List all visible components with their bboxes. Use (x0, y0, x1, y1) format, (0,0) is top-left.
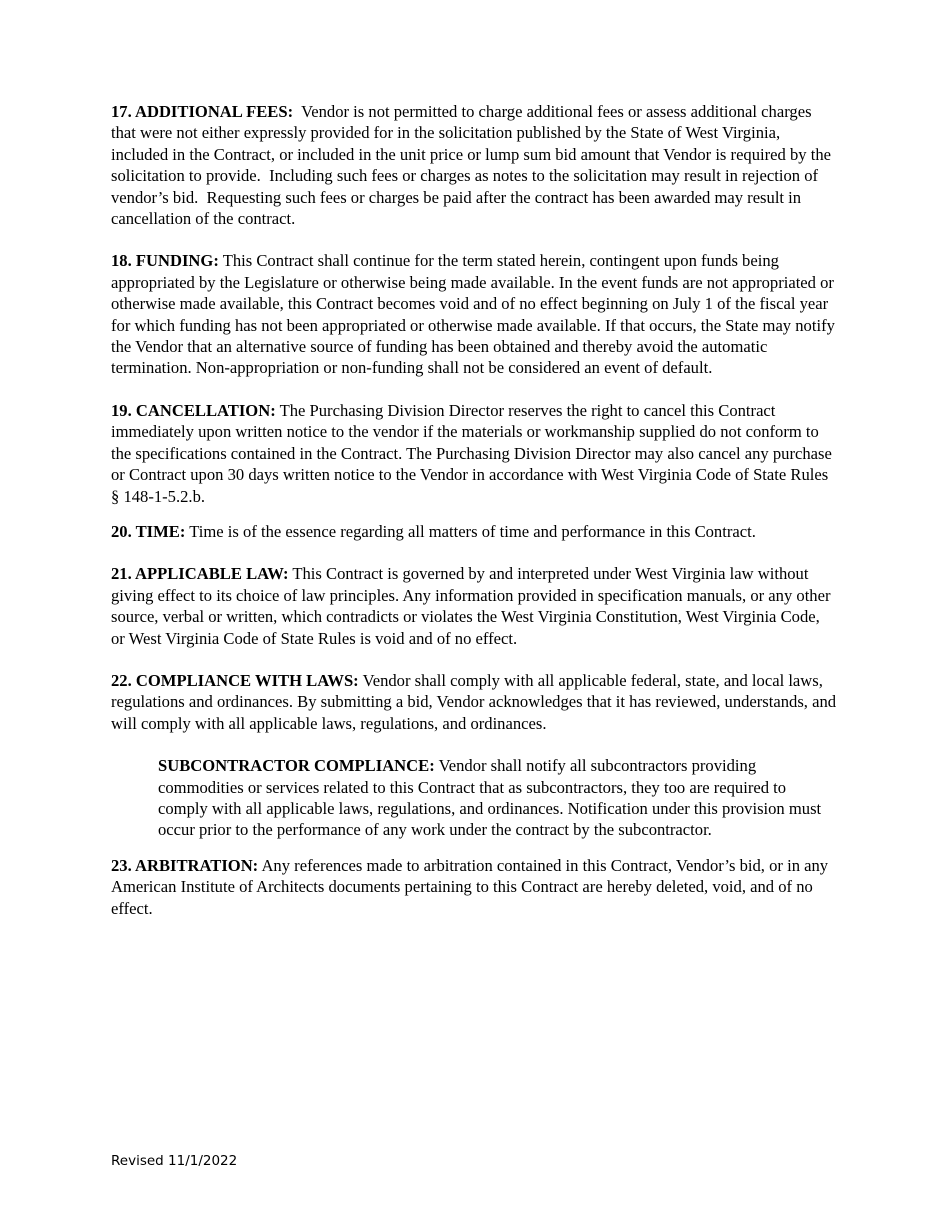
section-heading: 18. FUNDING: (111, 251, 219, 271)
section-applicable-law (111, 563, 837, 649)
section-body: Time is of the essence regarding all matters of time and performance in this Contract. (185, 521, 756, 541)
section-body: Any references made to arbitration contained in this Contract, Vendor’s bid, or in any American Institute of Architects documents pertaining to this Contract are hereby deleted, void, and of no effect. (111, 855, 829, 918)
section-body: The Purchasing Division Director reserves the right to cancel this Contract immediately upon written notice to the vendor if the materials or workmanship supplied do not conform to the specifications contained in the Contract. The Purchasing Division Director may also cancel any purchase or Contract upon 30 days written notice to the Vendor in accordance with West Virginia Code of State Rules § 148-1-5.2.b. (111, 400, 832, 506)
paragraph (111, 855, 837, 919)
section-body: This Contract shall continue for the term stated herein, contingent upon funds being appropriated by the Legislature or otherwise being made available. In the event funds are not appropriated or otherwise made available, this Contract becomes void and of no effect beginning on July 1 of the fiscal year for which funding has not been appropriated or otherwise made available. If that occurs, the State may notify the Vendor that an alternative source of funding has been obtained and thereby avoid the automatic termination. Non-appropriation or non-funding shall not be considered an event of default. (111, 251, 835, 378)
section-funding (111, 250, 837, 378)
section-heading: 19. CANCELLATION: (111, 400, 276, 420)
paragraph (111, 400, 837, 507)
section-heading: SUBCONTRACTOR COMPLIANCE: (158, 756, 435, 776)
section-arbitration (111, 855, 837, 919)
revision-footer: Revised 11/1/2022 (111, 1153, 238, 1169)
paragraph (111, 101, 837, 229)
section-body: Vendor shall notify all subcontractors providing commodities or services related to this Contract that as subcontractors, they too are required to comply with all applicable laws, regulations, and ordinances. Notification under this provision must occur prior to the performance of any work under the contract by the subcontractor. (158, 756, 822, 840)
paragraph (111, 250, 837, 378)
section-subcontractor-compliance (111, 755, 837, 841)
section-body: Vendor is not permitted to charge additional fees or assess additional charges that were not either expressly provided for in the solicitation published by the State of West Virginia, included in the Contract, or included in the unit price or lump sum bid amount that Vendor is required by the solicitation to provide. Including such fees or charges as notes to the solicitation may result in rejection of vendor’s bid. Requesting such fees or charges be paid after the contract has been awarded may result in cancellation of the contract. (111, 102, 836, 229)
section-heading: 20. TIME: (111, 521, 186, 541)
section-additional-fees (111, 101, 837, 229)
section-time (111, 521, 837, 542)
section-heading: 21. APPLICABLE LAW: (111, 564, 289, 584)
document-page (111, 101, 837, 919)
paragraph (111, 670, 837, 734)
section-heading: 22. COMPLIANCE WITH LAWS: (111, 670, 359, 690)
section-heading: 23. ARBITRATION: (111, 855, 259, 875)
section-body: Vendor shall comply with all applicable federal, state, and local laws, regulations and ordinances. By submitting a bid, Vendor acknowledges that it has reviewed, understands, and will comply with all applicable laws, regulations, and ordinances. (111, 670, 837, 733)
paragraph (111, 563, 837, 649)
paragraph (111, 521, 837, 542)
section-cancellation (111, 400, 837, 507)
section-body: This Contract is governed by and interpreted under West Virginia law without giving effect to its choice of law principles. Any information provided in specification manuals, or any other source, verbal or written, which contradicts or violates the West Virginia Constitution, West Virginia Code, or West Virginia Code of State Rules is void and of no effect. (111, 564, 831, 648)
section-heading: 17. ADDITIONAL FEES: (111, 102, 294, 121)
paragraph (158, 755, 837, 841)
section-compliance-with-laws (111, 670, 837, 734)
